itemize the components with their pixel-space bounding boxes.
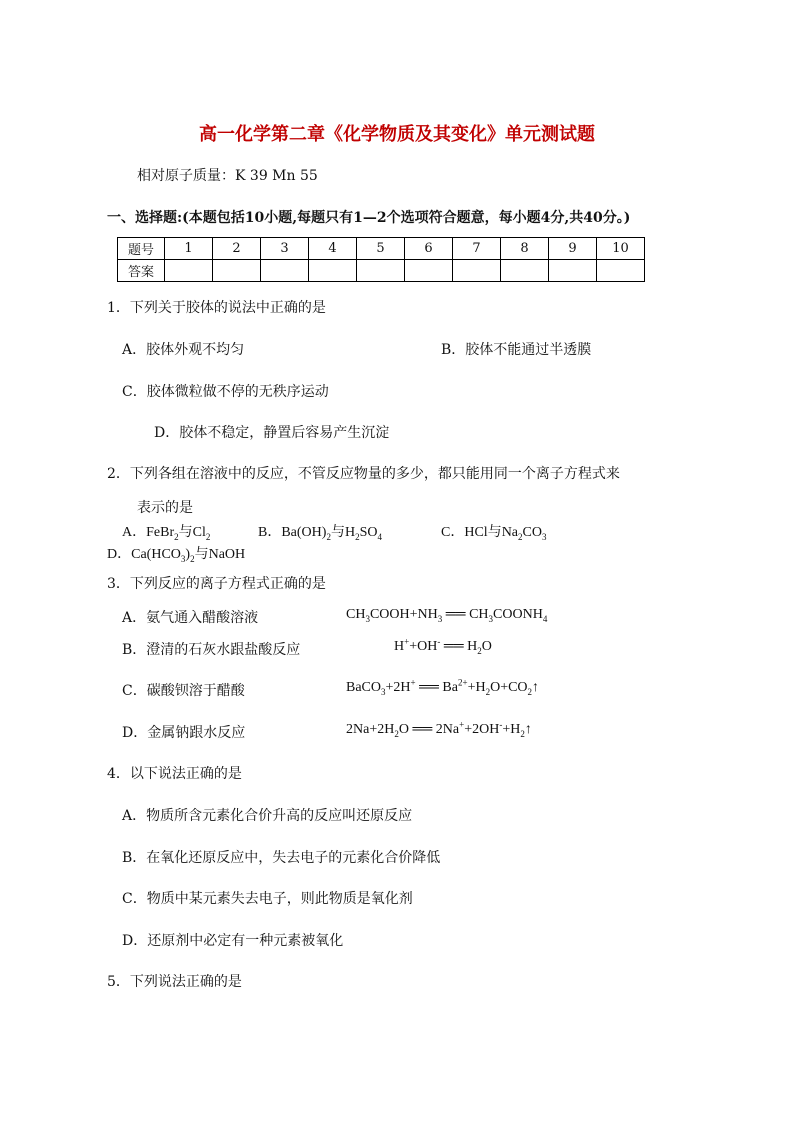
table-cell-number: 3: [261, 238, 309, 260]
section-heading: 一、选择题:(本题包括10小题,每题只有1—2个选项符合题意，每小题4分,共40分。): [107, 210, 631, 226]
answer-cell[interactable]: [597, 260, 645, 282]
question-3-equation-d: $2Na+2H_2O$ ══ $2Na^++2OH^-+H_2↑$: [346, 719, 532, 739]
conjunction: 与: [178, 525, 193, 540]
question-4-stem: 4．以下说法正确的是: [107, 766, 242, 782]
question-1-option-d: D．胶体不稳定，静置后容易产生沉淀: [154, 425, 390, 441]
question-3-option-c: C．碳酸钡溶于醋酸: [122, 683, 245, 699]
question-3-option-a: A．氨气通入醋酸溶液: [122, 610, 259, 626]
answer-table: [117, 237, 645, 282]
option-label: B．: [258, 525, 282, 540]
answer-cell[interactable]: [261, 260, 309, 282]
question-4-option-d: D．还原剂中必定有一种元素被氧化: [122, 933, 344, 949]
answer-cell[interactable]: [453, 260, 501, 282]
answer-cell[interactable]: [213, 260, 261, 282]
table-cell-number: 7: [453, 238, 501, 260]
question-3-option-b: B．澄清的石灰水跟盐酸反应: [122, 642, 301, 658]
page-title: 高一化学第二章《化学物质及其变化》单元测试题: [199, 124, 595, 145]
table-cell-number: 4: [309, 238, 357, 260]
answer-table-number-row: [118, 238, 645, 260]
conjunction: 与: [330, 525, 345, 540]
question-2-stem: 2．下列各组在溶液中的反应，不管反应物量的多少，都只能用同一个离子方程式来: [107, 466, 620, 482]
option-label: A．: [122, 525, 147, 540]
question-3-equation-a: $CH_3COOH+NH_3$ ══ $CH_3COONH_4$: [346, 607, 548, 624]
answer-cell[interactable]: [357, 260, 405, 282]
table-cell-number: 5: [357, 238, 405, 260]
answer-table-answer-row: [118, 260, 645, 282]
answer-cell[interactable]: [549, 260, 597, 282]
answer-cell[interactable]: [165, 260, 213, 282]
table-cell-number: 6: [405, 238, 453, 260]
question-3-stem: 3．下列反应的离子方程式正确的是: [107, 576, 326, 592]
question-2-option-a: A．FeBr$_2$与$Cl_2$: [122, 525, 211, 542]
answer-cell[interactable]: [501, 260, 549, 282]
question-4-option-b: B．在氧化还原反应中，失去电子的元素化合价降低: [122, 850, 441, 866]
question-1-option-b: B．胶体不能通过半透膜: [441, 342, 592, 358]
question-3-equation-b: H++OH- ══ $H_2O$: [394, 636, 492, 656]
question-4-option-a: A．物质所含元素化合价升高的反应叫还原反应: [122, 808, 413, 824]
question-1-option-a: A．胶体外观不均匀: [122, 342, 245, 358]
question-1-stem: 1．下列关于胶体的说法中正确的是: [107, 300, 326, 316]
table-header-answer: 答案: [118, 260, 165, 282]
table-cell-number: 8: [501, 238, 549, 260]
table-cell-number: 10: [597, 238, 645, 260]
question-3-equation-c: BaCO$_3$+2H+ ══ $Ba^{2+}+H_2O+CO_2↑$: [346, 677, 540, 697]
question-3-option-d: D．金属钠跟水反应: [122, 725, 246, 741]
conjunction: 与: [194, 547, 209, 562]
table-cell-number: 9: [549, 238, 597, 260]
conjunction: 与: [487, 525, 502, 540]
question-5-stem: 5．下列说法正确的是: [107, 974, 242, 990]
question-1-option-c: C．胶体微粒做不停的无秩序运动: [122, 384, 329, 400]
table-cell-number: 2: [213, 238, 261, 260]
answer-cell[interactable]: [405, 260, 453, 282]
option-label: C．: [441, 525, 465, 540]
table-cell-number: 1: [165, 238, 213, 260]
question-4-option-c: C．物质中某元素失去电子，则此物质是氧化剂: [122, 891, 413, 907]
answer-cell[interactable]: [309, 260, 357, 282]
question-2-option-b: B．$Ba(OH)_2$与$H_2SO_4$: [258, 525, 382, 542]
atomic-mass-note: 相对原子质量：K 39 Mn 55: [137, 168, 318, 184]
question-2-stem-cont: 表示的是: [137, 500, 193, 516]
question-2-option-d: D．$Ca(HCO_3)_2$与NaOH: [107, 547, 246, 564]
option-label: D．: [107, 547, 132, 562]
table-header-number: 题号: [118, 238, 165, 260]
question-2-option-c: C．HCl与$Na_2CO_3$: [441, 525, 547, 542]
